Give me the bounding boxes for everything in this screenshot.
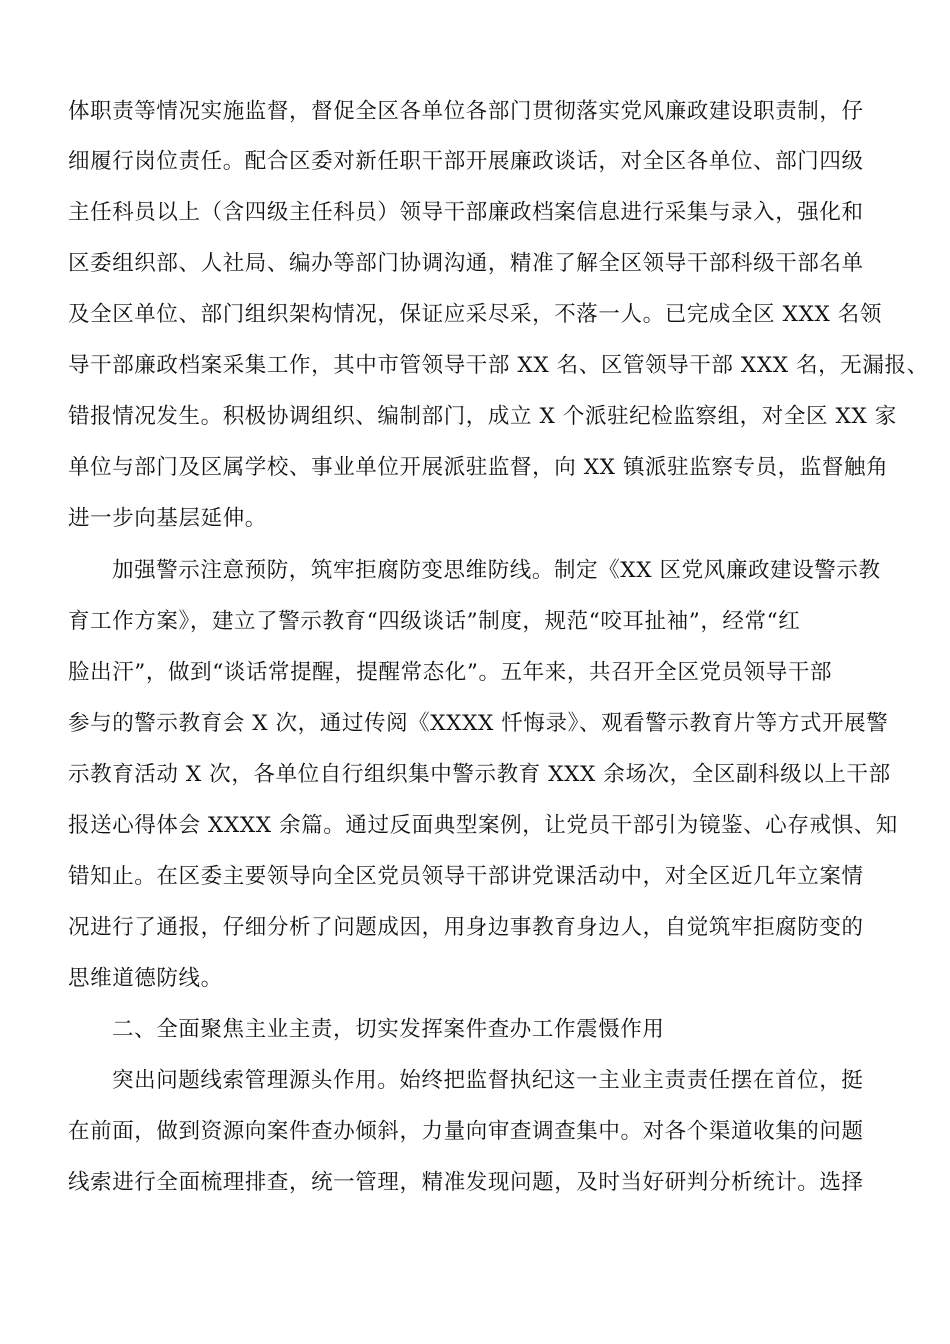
text-line: 错知止。在区委主要领导向全区党员领导干部讲党课活动中，对全区近几年立案情 [68,864,864,889]
text-line: 错报情况发生。积极协调组织、编制部门，成立 X 个派驻纪检监察组，对全区 XX 家 [68,404,897,429]
paragraph-start-line: 突出问题线索管理源头作用。始终把监督执纪这一主业主责责任摆在首位，挺 [112,1068,864,1093]
text-line: 示教育活动 X 次，各单位自行组织集中警示教育 XXX 余场次，全区副科级以上干部 [68,762,891,787]
section-heading: 二、全面聚焦主业主责，切实发挥案件查办工作震慑作用 [112,1017,665,1042]
text-line: 育工作方案》，建立了警示教育“四级谈话”制度，规范“咬耳扯袖”，经常“红 [68,609,801,634]
text-line: 主任科员以上（含四级主任科员）领导干部廉政档案信息进行采集与录入，强化和 [68,200,864,225]
text-line: 导干部廉政档案采集工作，其中市管领导干部 XX 名、区管领导干部 XXX 名，无漏报、 [68,353,929,378]
text-line: 单位与部门及区属学校、事业单位开展派驻监督，向 XX 镇派驻监察专员，监督触角 [68,455,889,480]
text-line: 进一步向基层延伸。 [68,506,267,531]
text-line: 思维道德防线。 [68,966,223,991]
text-line: 体职责等情况实施监督，督促全区各单位各部门贯彻落实党风廉政建设职责制，仔 [68,99,864,124]
text-line: 线索进行全面梳理排查，统一管理，精准发现问题，及时当好研判分析统计。选择 [68,1170,864,1195]
text-line: 脸出汗”，做到“谈话常提醒，提醒常态化”。五年来，共召开全区党员领导干部 [68,660,833,685]
text-line: 及全区单位、部门组织架构情况，保证应采尽采，不落一人。已完成全区 XXX 名领 [68,302,882,327]
text-line: 在前面，做到资源向案件查办倾斜，力量向审查调查集中。对各个渠道收集的问题 [68,1119,864,1144]
text-line: 报送心得体会 XXXX 余篇。通过反面典型案例，让党员干部引为镜鉴、心存戒惧、知 [68,813,898,838]
paragraph-start-line: 加强警示注意预防，筑牢拒腐防变思维防线。制定《XX 区党风廉政建设警示教 [112,558,881,583]
text-line: 区委组织部、人社局、编办等部门协调沟通，精准了解全区领导干部科级干部名单 [68,251,864,276]
text-line: 细履行岗位责任。配合区委对新任职干部开展廉政谈话，对全区各单位、部门四级 [68,149,864,174]
text-line: 参与的警示教育会 X 次，通过传阅《XXXX 忏悔录》、观看警示教育片等方式开展警 [68,711,889,736]
text-line: 况进行了通报，仔细分析了问题成因，用身边事教育身边人，自觉筑牢拒腐防变的 [68,915,864,940]
